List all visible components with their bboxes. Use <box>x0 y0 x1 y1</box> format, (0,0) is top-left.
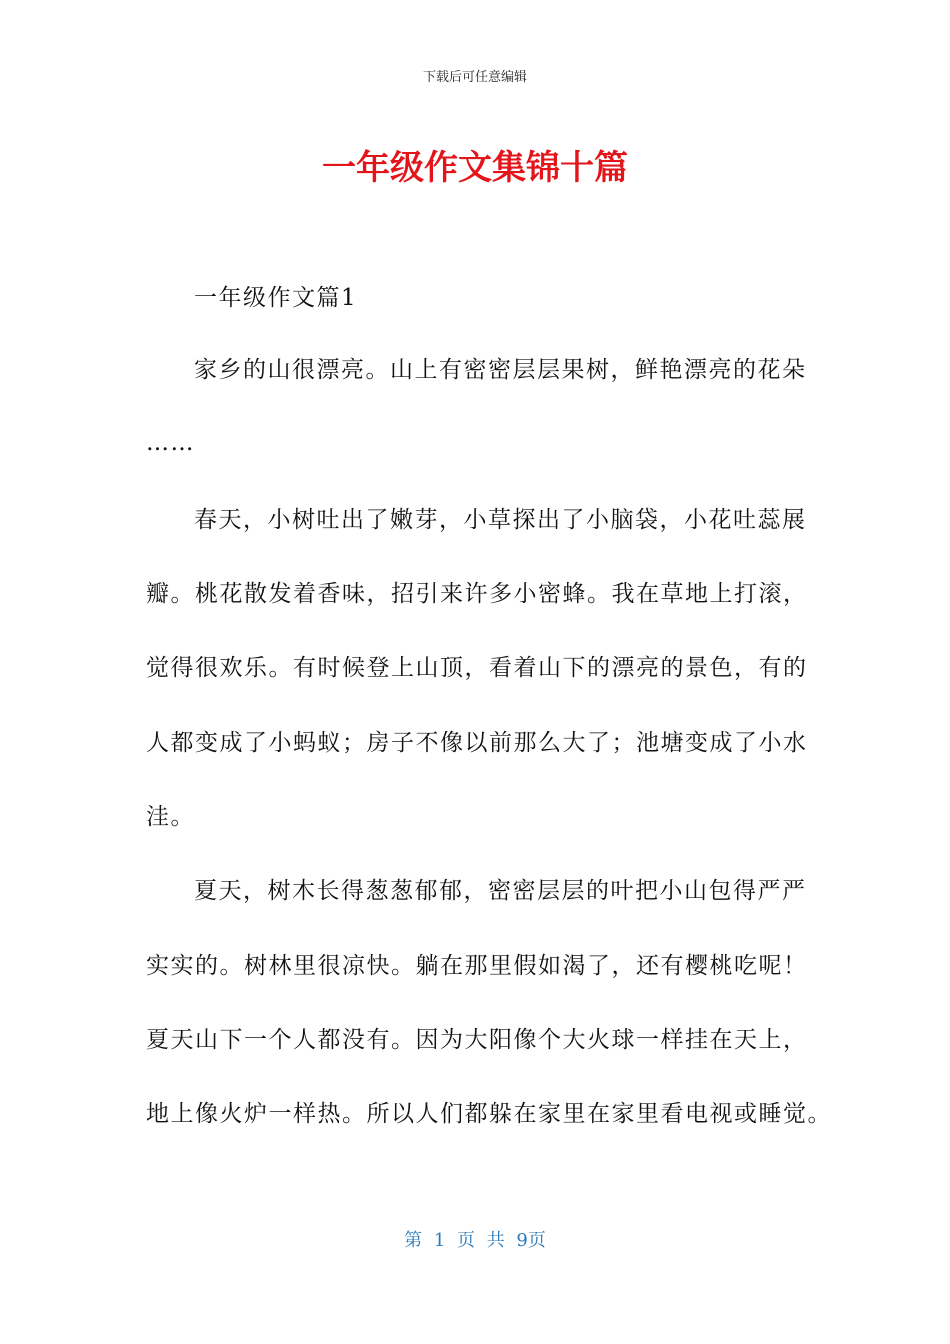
header-note: 下载后可任意编辑 <box>422 70 527 85</box>
paragraph-line: 实实的。树林里很凉快。躺在那里假如渴了，还有樱桃吃呢！ <box>146 953 808 979</box>
document-title: 一年级作文集锦十篇 <box>322 148 628 188</box>
paragraph-line: …… <box>146 430 195 456</box>
paragraph-line: 家乡的山很漂亮。山上有密密层层果树，鲜艳漂亮的花朵 <box>194 357 807 383</box>
page-number-footer: 第 1 页 共 9页 <box>404 1230 546 1251</box>
paragraph-line: 夏天，树木长得葱葱郁郁，密密层层的叶把小山包得严严 <box>194 878 807 904</box>
section-heading: 一年级作文篇1 <box>194 285 358 311</box>
paragraph-line: 地上像火炉一样热。所以人们都躲在家里在家里看电视或睡觉。 <box>146 1101 832 1127</box>
paragraph-line: 春天，小树吐出了嫩芽，小草探出了小脑袋，小花吐蕊展 <box>194 507 807 533</box>
paragraph-line: 觉得很欢乐。有时候登上山顶，看着山下的漂亮的景色，有的 <box>146 655 808 681</box>
paragraph-line: 人都变成了小蚂蚁；房子不像以前那么大了；池塘变成了小水 <box>146 730 808 756</box>
paragraph-line: 夏天山下一个人都没有。因为大阳像个大火球一样挂在天上， <box>146 1027 808 1053</box>
paragraph-line: 瓣。桃花散发着香味，招引来许多小密蜂。我在草地上打滚， <box>146 581 808 607</box>
paragraph-line: 洼。 <box>146 804 195 830</box>
